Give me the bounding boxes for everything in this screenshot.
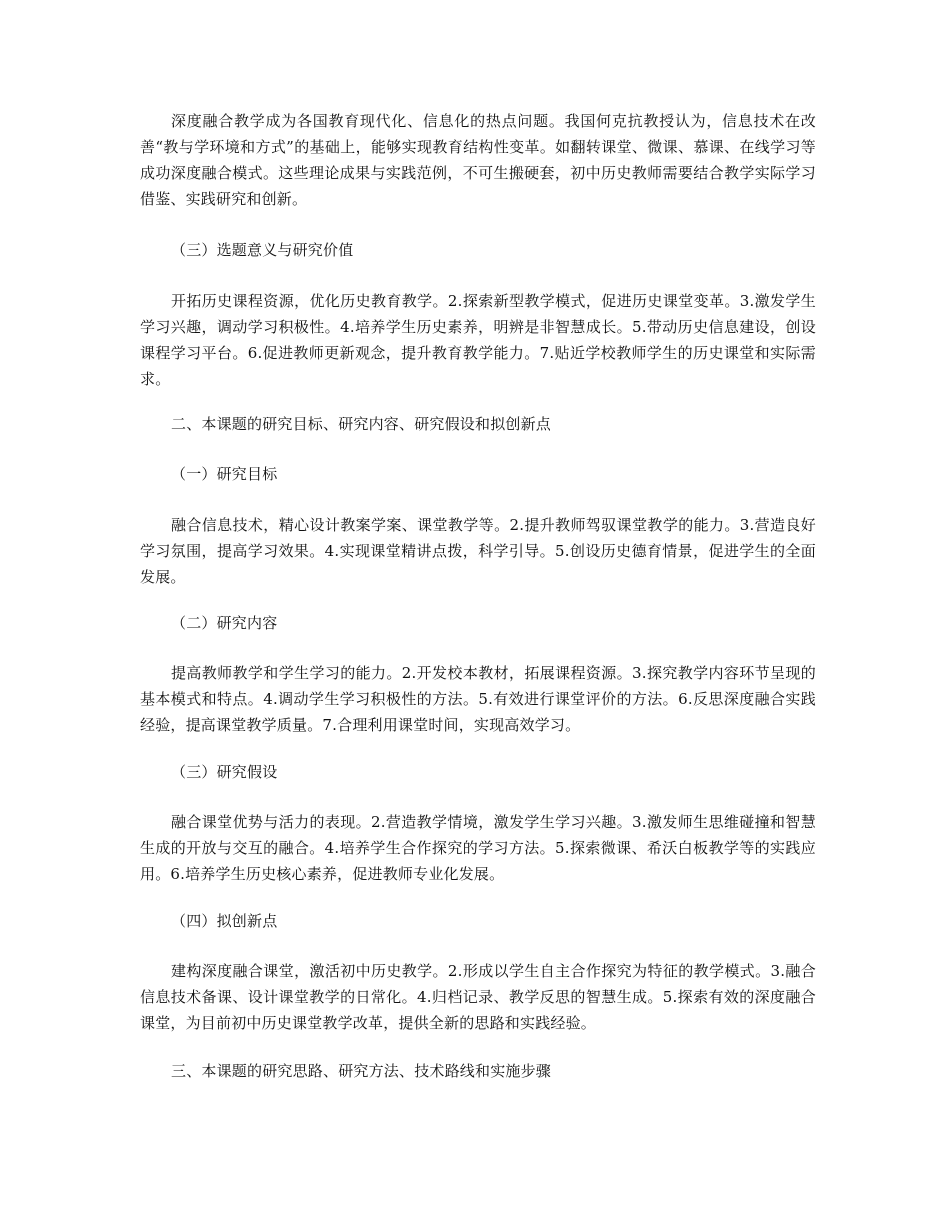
heading-goals: （一）研究目标	[171, 465, 278, 483]
heading-significance: （三）选题意义与研究价值	[171, 241, 354, 259]
heading-innovation: （四）拟创新点	[171, 912, 278, 930]
significance-paragraph: 开拓历史课程资源，优化历史教育教学。2.探索新型教学模式，促进历史课堂变革。3.激发学生学习兴趣，调动学习积极性。4.培养学生历史素养，明辨是非智慧成长。5.带动历史信息建设，创设课程学习平台。6.促进教师更新观念，提升教育教学能力。7.贴近学校教师学生的历史课堂和实际需求。	[140, 292, 816, 388]
goals-paragraph: 融合信息技术，精心设计教案学案、课堂教学等。2.提升教师驾驭课堂教学的能力。3.营造良好学习氛围，提高学习效果。4.实现课堂精讲点拨，科学引导。5.创设历史德育情景，促进学生的全面发展。	[140, 516, 816, 586]
heading-content: （二）研究内容	[171, 614, 278, 632]
intro-paragraph: 深度融合教学成为各国教育现代化、信息化的热点问题。我国何克抗教授认为，信息技术在改善“教与学环境和方式”的基础上，能够实现教育结构性变革。如翻转课堂、微课、慕课、在线学习等成功深度融合模式。这些理论成果与实践范例，不可生搬硬套，初中历史教师需要结合教学实际学习借鉴、实践研究和创新。	[140, 112, 816, 208]
section-2-heading: 二、本课题的研究目标、研究内容、研究假设和拟创新点	[171, 415, 552, 433]
section-3-heading: 三、本课题的研究思路、研究方法、技术路线和实施步骤	[171, 1062, 552, 1080]
hypothesis-paragraph: 融合课堂优势与活力的表现。2.营造教学情境，激发学生学习兴趣。3.激发师生思维碰撞和智慧生成的开放与交互的融合。4.培养学生合作探究的学习方法。5.探索微课、希沃白板教学等的实践应用。6.培养学生历史核心素养，促进教师专业化发展。	[140, 813, 816, 883]
innovation-paragraph: 建构深度融合课堂，激活初中历史教学。2.形成以学生自主合作探究为特征的教学模式。3.融合信息技术备课、设计课堂教学的日常化。4.归档记录、教学反思的智慧生成。5.探索有效的深度融合课堂，为目前初中历史课堂教学改革，提供全新的思路和实践经验。	[140, 962, 816, 1032]
content-paragraph: 提高教师教学和学生学习的能力。2.开发校本教材，拓展课程资源。3.探究教学内容环节呈现的基本模式和特点。4.调动学生学习积极性的方法。5.有效进行课堂评价的方法。6.反思深度融合实践经验，提高课堂教学质量。7.合理利用课堂时间，实现高效学习。	[140, 664, 816, 734]
heading-hypothesis: （三）研究假设	[171, 763, 278, 781]
